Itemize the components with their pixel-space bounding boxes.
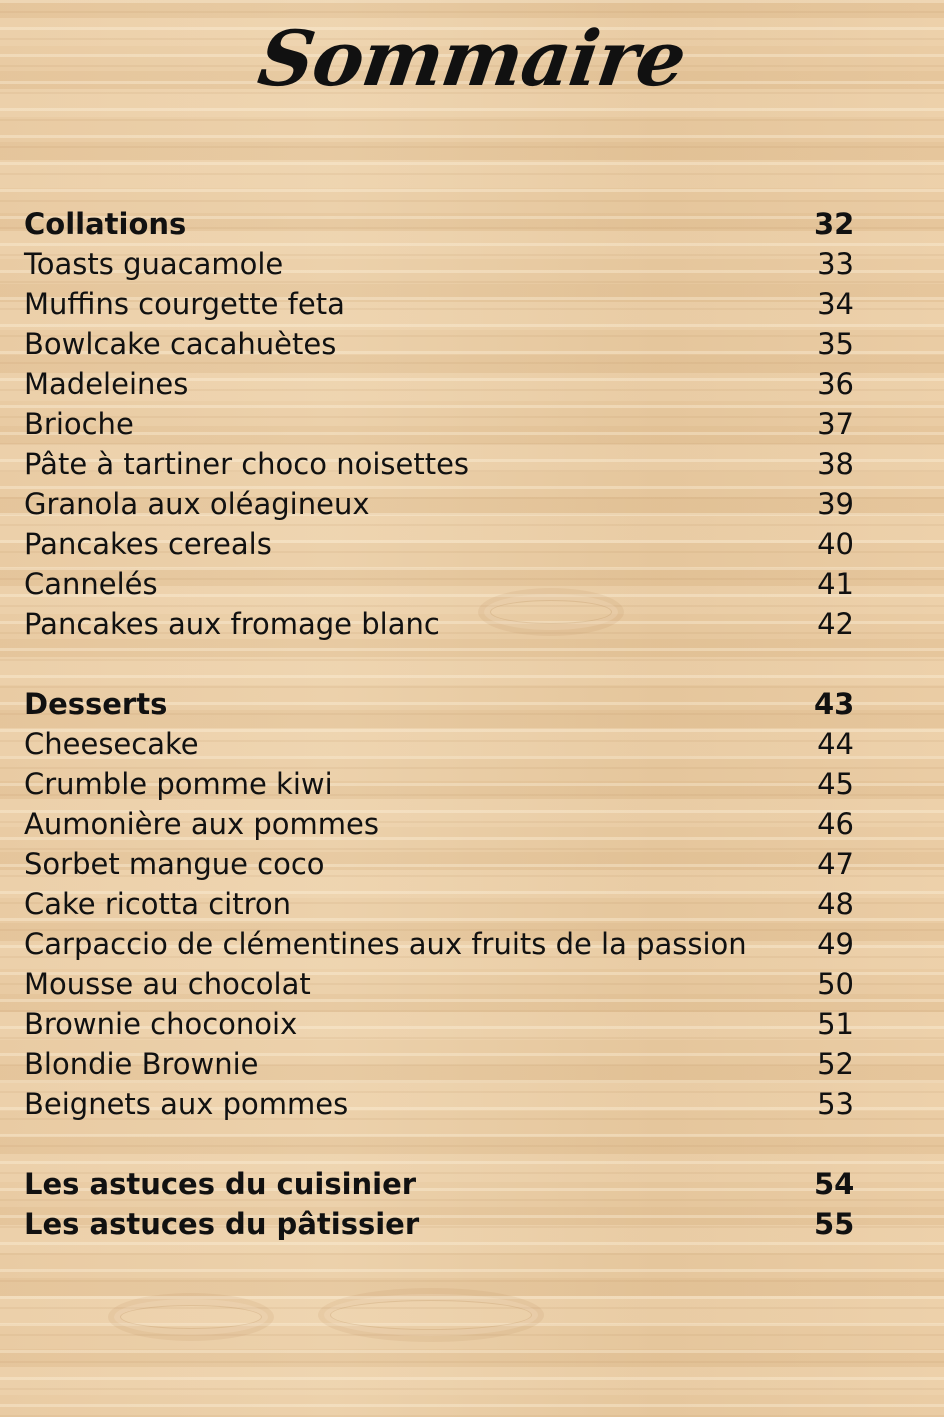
- toc-page-number: 54: [814, 1167, 855, 1201]
- toc-page-number: 46: [817, 807, 854, 841]
- toc-page-number: 35: [817, 327, 854, 361]
- toc-entry-label: Beignets aux pommes: [24, 1087, 349, 1121]
- toc-entry[interactable]: [24, 604, 854, 644]
- toc-page-number: 48: [817, 887, 854, 921]
- toc-entry-label: Les astuces du cuisinier: [24, 1167, 417, 1201]
- toc-entry[interactable]: [24, 724, 854, 764]
- toc-page-number: 43: [814, 687, 855, 721]
- toc-entry-label: Blondie Brownie: [24, 1047, 259, 1081]
- toc-page-number: 53: [817, 1087, 854, 1121]
- toc-page-number: 36: [817, 367, 854, 401]
- toc-entry-label: Carpaccio de clémentines aux fruits de la passion: [24, 927, 747, 961]
- toc-entry[interactable]: [24, 844, 854, 884]
- toc-entry-label: Aumonière aux pommes: [24, 807, 379, 841]
- toc-page-number: 41: [817, 567, 854, 601]
- toc-entry-label: Pâte à tartiner choco noisettes: [24, 447, 470, 481]
- toc-page-number: 42: [817, 607, 854, 641]
- toc-section-heading[interactable]: [24, 1204, 854, 1244]
- toc-entry[interactable]: [24, 1004, 854, 1044]
- toc-page-number: 51: [817, 1007, 854, 1041]
- toc-entry[interactable]: [24, 1084, 854, 1124]
- toc-entry-label: Toasts guacamole: [24, 247, 284, 281]
- toc-entry[interactable]: [24, 964, 854, 1004]
- toc-entry-label: Sorbet mangue coco: [24, 847, 325, 881]
- wood-knot-decoration: [330, 1300, 532, 1330]
- toc-entry[interactable]: [24, 484, 854, 524]
- toc-page-number: 55: [814, 1207, 855, 1241]
- wood-knot-decoration: [120, 1305, 262, 1329]
- toc-entry-label: Pancakes aux fromage blanc: [24, 607, 440, 641]
- toc-entry-label: Granola aux oléagineux: [24, 487, 370, 521]
- toc-entry-label: Les astuces du pâtissier: [24, 1207, 420, 1241]
- table-of-contents: [24, 204, 854, 1244]
- toc-entry-label: Brownie choconoix: [24, 1007, 298, 1041]
- toc-entry[interactable]: [24, 524, 854, 564]
- toc-page-number: 39: [817, 487, 854, 521]
- toc-entry[interactable]: [24, 564, 854, 604]
- toc-entry-label: Bowlcake cacahuètes: [24, 327, 337, 361]
- section-spacer: [24, 1124, 854, 1164]
- toc-entry[interactable]: [24, 444, 854, 484]
- toc-page-number: 40: [817, 527, 854, 561]
- toc-page-number: 49: [817, 927, 854, 961]
- toc-entry-label: Collations: [24, 207, 187, 241]
- toc-section-heading[interactable]: [24, 1164, 854, 1204]
- toc-page-number: 45: [817, 767, 854, 801]
- toc-entry[interactable]: [24, 324, 854, 364]
- toc-entry-label: Desserts: [24, 687, 168, 721]
- section-spacer: [24, 644, 854, 684]
- page-title: Sommaire: [253, 14, 691, 103]
- toc-entry-label: Brioche: [24, 407, 134, 441]
- toc-entry[interactable]: [24, 284, 854, 324]
- toc-entry-label: Mousse au chocolat: [24, 967, 311, 1001]
- toc-entry[interactable]: [24, 884, 854, 924]
- toc-entry[interactable]: [24, 244, 854, 284]
- toc-entry-label: Muffins courgette feta: [24, 287, 345, 321]
- toc-entry-label: Cake ricotta citron: [24, 887, 292, 921]
- toc-entry-label: Cheesecake: [24, 727, 199, 761]
- toc-entry[interactable]: [24, 764, 854, 804]
- toc-entry-label: Cannelés: [24, 567, 158, 601]
- toc-entry-label: Pancakes cereals: [24, 527, 272, 561]
- toc-page-number: 34: [817, 287, 854, 321]
- toc-page-number: 38: [817, 447, 854, 481]
- toc-page-number: 50: [817, 967, 854, 1001]
- toc-section-heading[interactable]: [24, 684, 854, 724]
- toc-page-number: 44: [817, 727, 854, 761]
- toc-entry[interactable]: [24, 804, 854, 844]
- toc-entry[interactable]: [24, 404, 854, 444]
- toc-page-number: 33: [817, 247, 854, 281]
- toc-page-number: 52: [817, 1047, 854, 1081]
- toc-entry[interactable]: [24, 364, 854, 404]
- toc-page-number: 32: [814, 207, 855, 241]
- toc-entry[interactable]: [24, 1044, 854, 1084]
- toc-entry-label: Crumble pomme kiwi: [24, 767, 333, 801]
- toc-entry-label: Madeleines: [24, 367, 189, 401]
- toc-page-number: 47: [817, 847, 854, 881]
- toc-page-number: 37: [817, 407, 854, 441]
- toc-entry[interactable]: [24, 924, 854, 964]
- toc-section-heading[interactable]: [24, 204, 854, 244]
